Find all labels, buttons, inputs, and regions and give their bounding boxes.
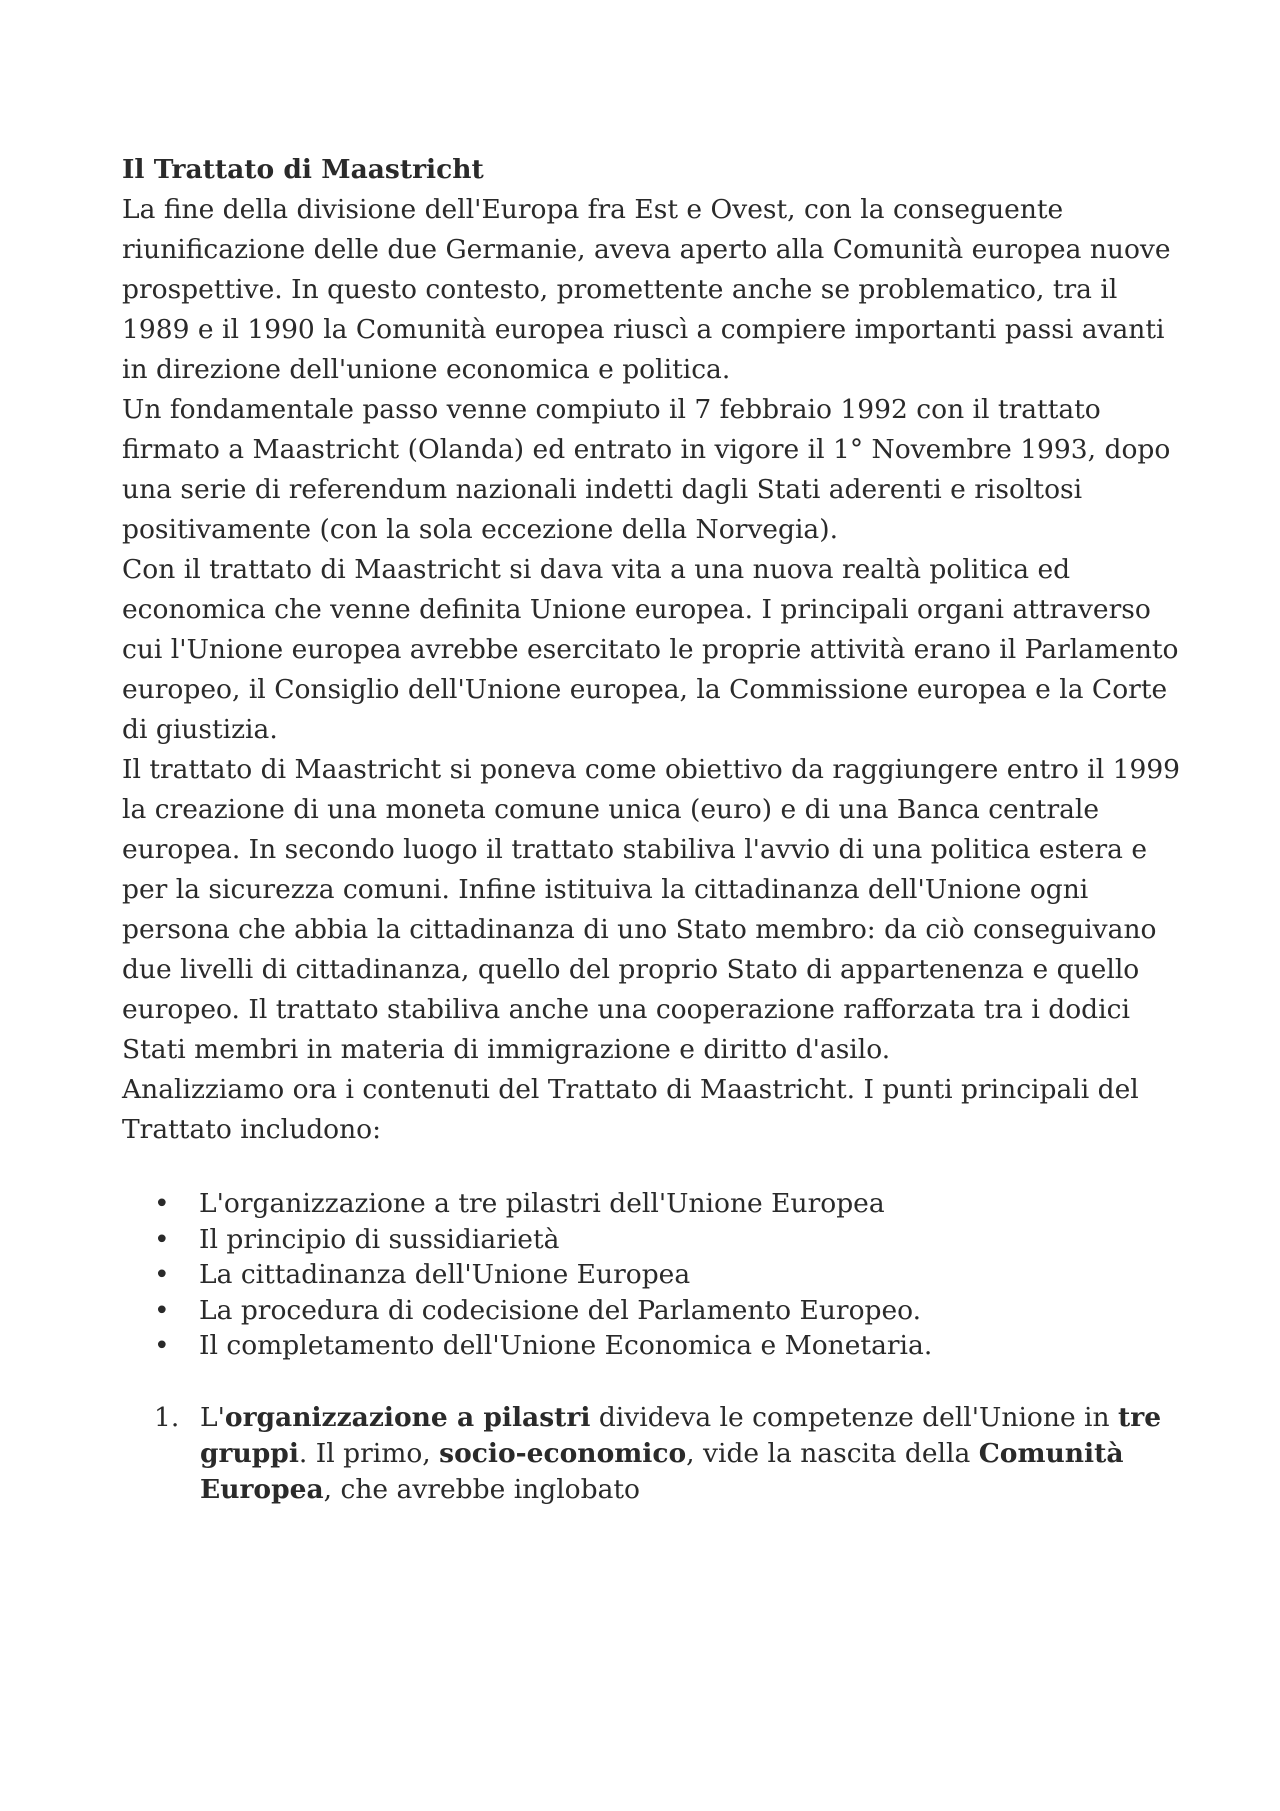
segment: , che avrebbe inglobato <box>323 1473 640 1505</box>
bullet-icon: • <box>154 1330 170 1361</box>
list-number: 1. <box>154 1401 180 1433</box>
bullet-icon: • <box>154 1259 170 1290</box>
list-item <box>154 1257 1182 1293</box>
paragraph: Un fondamentale passo venne compiuto il 7 febbraio 1992 con il trattato firmato a Maastricht (Olanda) ed entrato in vigore il 1° Novembre 1993, dopo una serie di referendum nazionali indetti dagli Stati aderenti e risoltosi positivamente (con la sola eccezione della Norvegia). <box>122 394 1171 545</box>
list-item-text: La procedura di codecisione del Parlamento Europeo. <box>199 1294 922 1326</box>
segment: L' <box>200 1401 225 1433</box>
numbered-list-item <box>122 1400 1182 1508</box>
segment: . Il primo, <box>298 1437 440 1469</box>
bullet-icon: • <box>154 1223 170 1255</box>
bullet-icon: • <box>154 1294 170 1326</box>
list-item <box>154 1186 1182 1222</box>
paragraph: Analizziamo ora i contenuti del Trattato di Maastricht. I punti principali del Trattato includono: <box>122 1074 1139 1145</box>
bold-term: socio-economico <box>439 1437 687 1469</box>
paragraph: Il trattato di Maastricht si poneva come obiettivo da raggiungere entro il 1999 la creazione di una moneta comune unica (euro) e di una Banca centrale europea. In secondo luogo il trattato stabiliva l'avvio di una politica estera e per la sicurezza comuni. Infine istituiva la cittadinanza dell'Unione ogni persona che abbia la cittadinanza di uno Stato membro: da ciò conseguivano due livelli di cittadinanza, quello del proprio Stato di appartenenza e quello europeo. Il trattato stabiliva anche una cooperazione rafforzata tra i dodici Stati membri in materia di immigrazione e diritto d'asilo. <box>122 754 1181 1065</box>
list-item-text: Il completamento dell'Unione Economica e Monetaria. <box>199 1330 933 1361</box>
document-page <box>122 150 1182 1508</box>
segment: divideva le competenze dell'Unione in <box>590 1401 1119 1433</box>
paragraph: Con il trattato di Maastricht si dava vita a una nuova realtà politica ed economica che venne definita Unione europea. I principali organi attraverso cui l'Unione europea avrebbe esercitato le proprie attività erano il Parlamento europeo, il Consiglio dell'Unione europea, la Commissione europea e la Corte di giustizia. <box>122 554 1179 745</box>
segment: , vide la nascita della <box>686 1437 979 1469</box>
bold-term: organizzazione a pilastri <box>224 1401 591 1433</box>
list-item <box>154 1293 1182 1329</box>
list-item-text: L'organizzazione a tre pilastri dell'Unione Europea <box>199 1188 885 1219</box>
list-item-text: La cittadinanza dell'Unione Europea <box>199 1259 691 1290</box>
paragraph: La fine della divisione dell'Europa fra Est e Ovest, con la conseguente riunificazione delle due Germanie, aveva aperto alla Comunità europea nuove prospettive. In questo contesto, promettente anche se problematico, tra il 1989 e il 1990 la Comunità europea riuscì a compiere importanti passi avanti in direzione dell'unione economica e politica. <box>122 194 1171 385</box>
list-item <box>154 1222 1182 1258</box>
list-item <box>154 1328 1182 1364</box>
bullet-list <box>122 1186 1182 1364</box>
bold-term: Comunità Europea <box>200 1437 1124 1505</box>
list-item-text: Il principio di sussidiarietà <box>199 1223 560 1255</box>
document-title: Il Trattato di Maastricht <box>122 154 484 185</box>
bullet-icon: • <box>154 1188 170 1219</box>
bold-term: tre gruppi <box>200 1401 1162 1469</box>
numbered-list <box>122 1400 1182 1508</box>
